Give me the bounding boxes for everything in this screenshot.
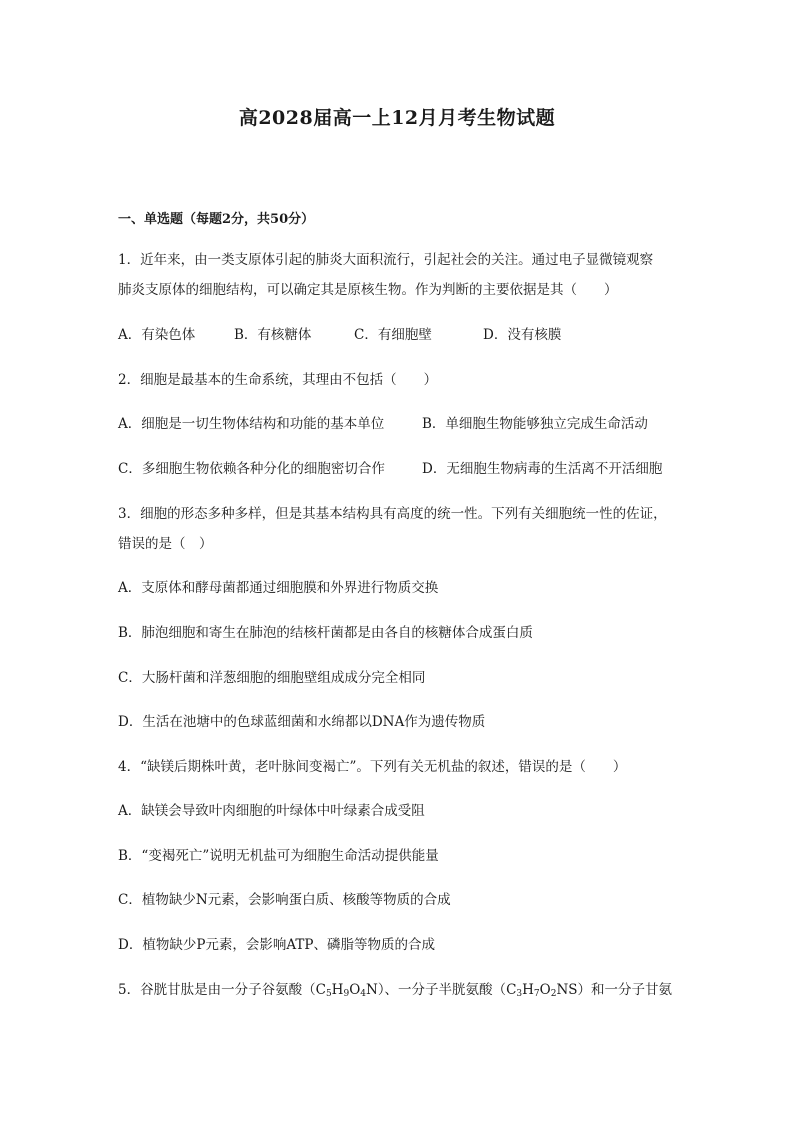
question-2-option-a: A．细胞是一切生物体结构和功能的基本单位 bbox=[118, 416, 385, 432]
question-3-option-c: C．大肠杆菌和洋葱细胞的细胞壁组成成分完全相同 bbox=[118, 670, 426, 686]
question-3-line-1: 3．细胞的形态多种多样，但是其基本结构具有高度的统一性。下列有关细胞统一性的佐证， bbox=[118, 506, 667, 522]
question-1-option-b: B．有核糖体 bbox=[234, 327, 312, 343]
question-4-line-1: 4．“缺镁后期株叶黄，老叶脉间变褐亡”。下列有关无机盐的叙述，错误的是（ ） bbox=[118, 759, 627, 775]
page-title: 高2028届高一上12月月考生物试题 bbox=[238, 107, 556, 129]
question-3-option-b: B．肺泡细胞和寄生在肺泡的结核杆菌都是由各自的核糖体合成蛋白质 bbox=[118, 625, 533, 641]
glutamate-formula: $C_5H_9O_4N$ bbox=[315, 982, 378, 999]
question-4-option-c: C．植物缺少N元素，会影响蛋白质、核酸等物质的合成 bbox=[118, 892, 451, 908]
question-1-line-2: 肺炎支原体的细胞结构，可以确定其是原核生物。作为判断的主要依据是其（ ） bbox=[118, 282, 618, 298]
q5-prefix: 5．谷胱甘肽是由一分子谷氨酸（ bbox=[118, 982, 316, 998]
question-3-line-2: 错误的是（ ） bbox=[118, 536, 213, 552]
question-1-option-d: D．没有核膜 bbox=[483, 327, 562, 343]
question-3-option-d: D．生活在池塘中的色球蓝细菌和水绵都以DNA作为遗传物质 bbox=[118, 714, 486, 730]
question-4-option-b: B．“变褐死亡”说明无机盐可为细胞生命活动提供能量 bbox=[118, 848, 439, 864]
question-4-option-a: A．缺镁会导致叶肉细胞的叶绿体中叶绿素合成受阻 bbox=[118, 803, 425, 819]
question-2-option-c: C．多细胞生物依赖各种分化的细胞密切合作 bbox=[118, 461, 385, 477]
section-heading: 一、单选题（每题2分，共50分） bbox=[118, 212, 315, 227]
question-1-line-1: 1．近年来，由一类支原体引起的肺炎大面积流行，引起社会的关注。通过电子显微镜观察 bbox=[118, 252, 654, 268]
question-2-line-1: 2．细胞是最基本的生命系统，其理由不包括（ ） bbox=[118, 372, 438, 388]
question-2-option-d: D．无细胞生物病毒的生活离不开活细胞 bbox=[422, 461, 663, 477]
cysteine-formula: $C_3H_7O_2NS$ bbox=[506, 982, 578, 999]
question-1-option-c: C．有细胞壁 bbox=[354, 327, 432, 343]
question-5-line-1 bbox=[118, 980, 688, 1004]
question-1-option-a: A．有染色体 bbox=[118, 327, 196, 343]
q5-mid: ）、一分子半胱氨酸（ bbox=[377, 982, 507, 998]
q5-suffix: ）和一分子甘氨 bbox=[577, 982, 673, 998]
question-3-option-a: A．支原体和酵母菌都通过细胞膜和外界进行物质交换 bbox=[118, 580, 439, 596]
question-2-option-b: B．单细胞生物能够独立完成生命活动 bbox=[422, 416, 648, 432]
question-4-option-d: D．植物缺少P元素，会影响ATP、磷脂等物质的合成 bbox=[118, 937, 436, 953]
